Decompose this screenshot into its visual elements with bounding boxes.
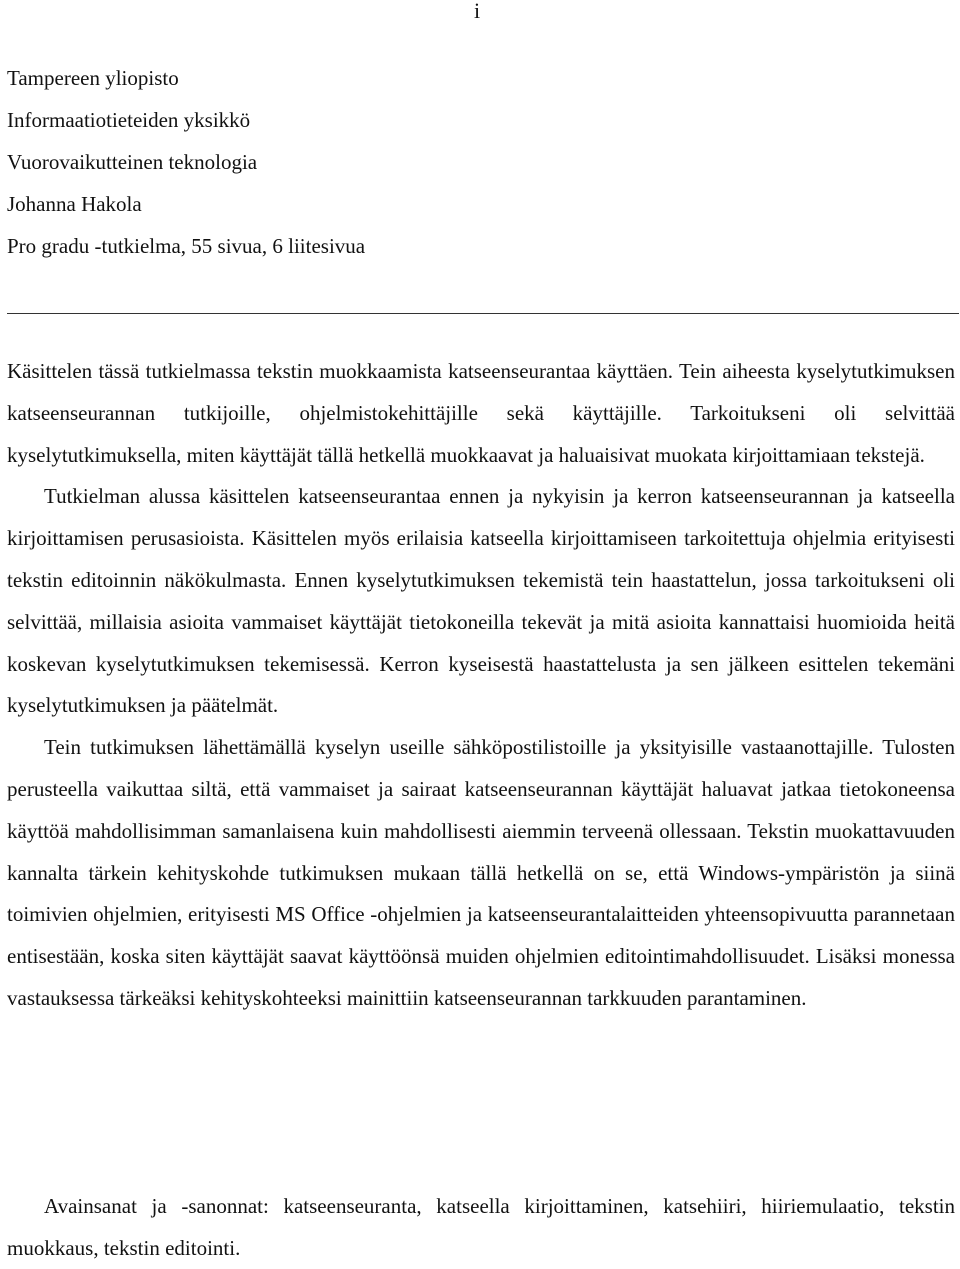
abstract-paragraph: Tutkielman alussa käsittelen katseenseurantaa ennen ja nykyisin ja kerron katseenseurannan ja katseella kirjoittamisen perusasioista. Käsittelen myös erilaisia katseella kirjoittamiseen tarkoitettuja ohjelmia erityisesti tekstin editoinnin näkökulmasta. Ennen kyselytutkimuksen tekemistä tein haastattelun, jossa tarkoitukseni oli selvittää, millaisia asioita vammaiset käyttäjät tietokoneilla tekevät ja mitä asioita kannattaisi huomioida heitä koskevan kyselytutkimuksen tekemisessä. Kerron kyseisestä haastattelusta ja sen jälkeen esittelen tekemäni kyselytutkimuksen ja päätelmät. [7,484,955,718]
author-name: Johanna Hakola [7,192,142,216]
page-number: i [474,0,481,23]
abstract-body [7,351,955,1020]
degree-programme: Vuorovaikutteinen teknologia [7,150,258,174]
header-divider [7,313,959,314]
document-header [7,62,947,272]
faculty-name: Informaatiotieteiden yksikkö [7,108,251,132]
keywords-text: Avainsanat ja -sanonnat: katseenseuranta, katseella kirjoittaminen, katsehiiri, hiiriemulaatio, tekstin muokkaus, tekstin editointi. [7,1194,955,1260]
thesis-info: Pro gradu -tutkielma, 55 sivua, 6 liitesivua [7,234,366,258]
university-name: Tampereen yliopisto [7,66,179,90]
abstract-paragraph: Käsittelen tässä tutkielmassa tekstin muokkaamista katseenseurantaa käyttäen. Tein aiheesta kyselytutkimuksen katseenseurannan tutkijoille, ohjelmistokehittäjille sekä käyttäjille. Tarkoitukseni oli selvittää kyselytutkimuksella, miten käyttäjät tällä hetkellä muokkaavat ja haluaisivat muokata kirjoittamiaan tekstejä. [7,359,955,467]
keywords-section [7,1185,955,1269]
abstract-paragraph: Tein tutkimuksen lähettämällä kyselyn useille sähköpostilistoille ja yksityisille vastaanottajille. Tulosten perusteella vaikuttaa siltä, että vammaiset ja sairaat katseenseurannan käyttäjät haluavat jatkaa tietokoneensa käyttöä mahdollisimman samanlaisena kuin mahdollisesti aiemmin terveenä ollessaan. Tekstin muokattavuuden kannalta tärkein kehityskohde tutkimuksen mukaan tällä hetkellä on se, että Windows-ympäristön ja siinä toimivien ohjelmien, erityisesti MS Office -ohjelmien ja katseenseurantalaitteiden yhteensopivuutta parannetaan entisestään, koska siten käyttäjät saavat käyttöönsä muiden ohjelmien editointimahdollisuudet. Lisäksi monessa vastauksessa tärkeäksi kehityskohteeksi mainittiin katseenseurannan tarkkuuden parantaminen. [7,735,955,1010]
